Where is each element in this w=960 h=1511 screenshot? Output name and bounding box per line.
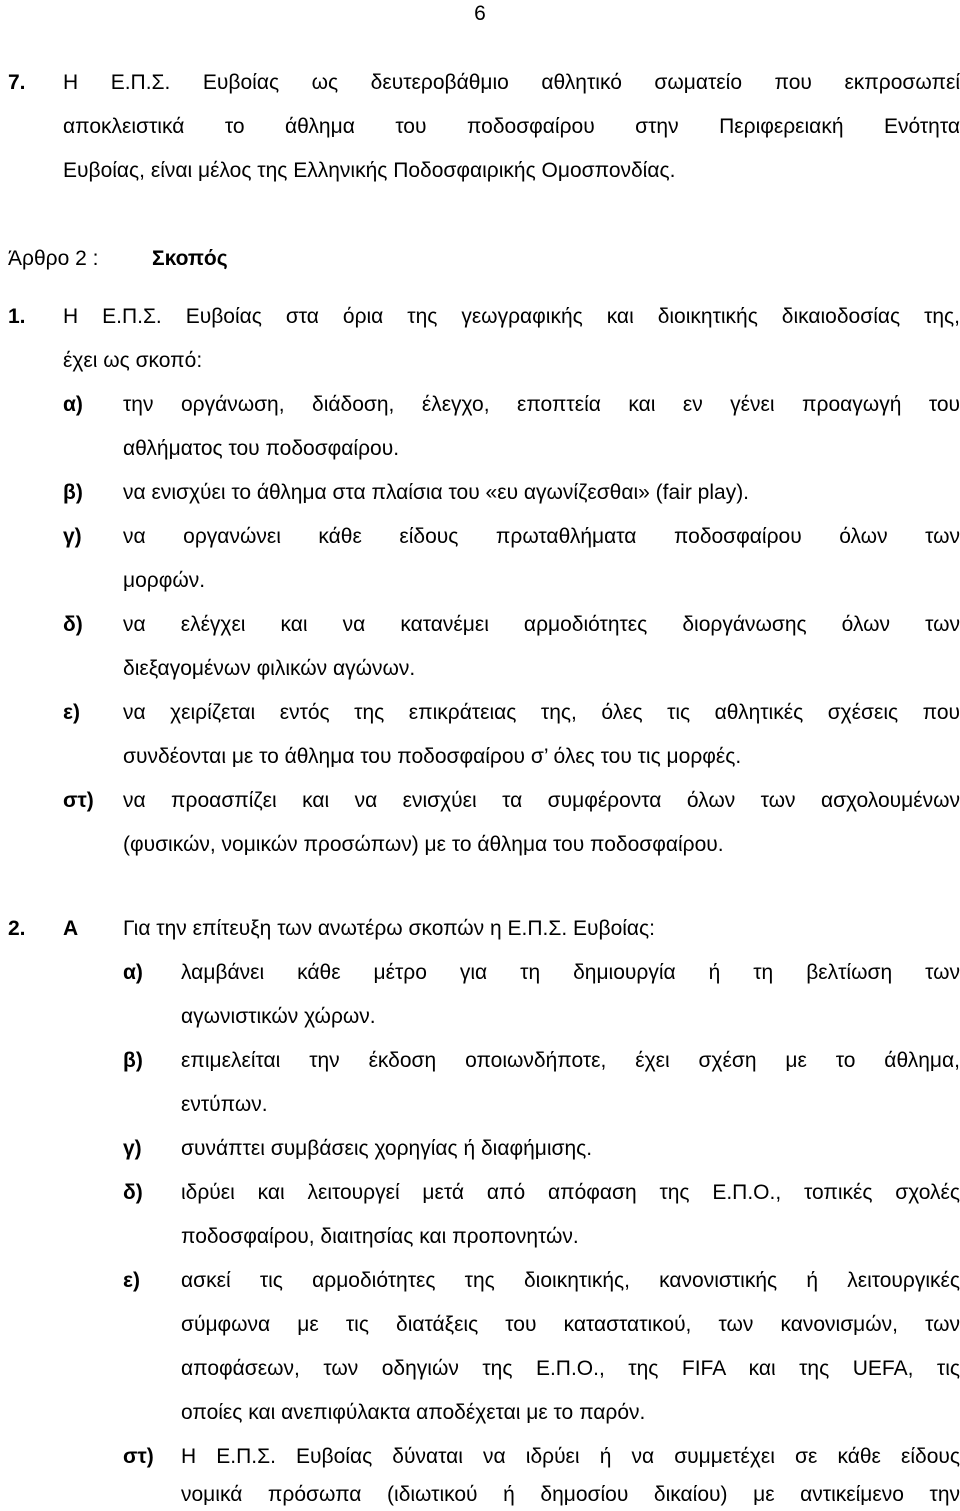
list-item-text: ποδοσφαίρου, διαιτησίας και προπονητών.	[181, 1225, 579, 1248]
list-item-label: δ)	[123, 1181, 143, 1204]
list-item-text: σύμφωνα με τις διατάξεις του καταστατικού, των κανονισμών, των	[181, 1313, 960, 1336]
text-line: αποκλειστικά το άθλημα του ποδοσφαίρου στην Περιφερειακή Ενότητα	[63, 115, 960, 138]
paragraph-letter: Α	[63, 917, 79, 940]
list-item-text: αθλήματος του ποδοσφαίρου.	[123, 437, 400, 460]
list-item-text: ασκεί τις αρμοδιότητες της διοικητικής, κανονιστικής ή λειτουργικές	[181, 1269, 960, 1292]
list-item-label: β)	[123, 1049, 143, 1072]
list-item-text: (φυσικών, νομικών προσώπων) με το άθλημα του ποδοσφαίρου.	[123, 833, 724, 856]
list-item-text: αγωνιστικών χώρων.	[181, 1005, 376, 1028]
list-item-text: μορφών.	[123, 569, 206, 592]
list-item-text: οποίες και ανεπιφύλακτα αποδέχεται με το παρόν.	[181, 1401, 646, 1424]
list-item-label: γ)	[63, 525, 82, 548]
list-item-label: α)	[123, 961, 143, 984]
paragraph-number: 1.	[8, 305, 26, 328]
list-item-text: να προασπίζει και να ενισχύει τα συμφέροντα όλων των ασχολουμένων	[123, 789, 960, 812]
text-line: Για την επίτευξη των ανωτέρω σκοπών η Ε.Π.Σ. Ευβοίας:	[123, 917, 656, 940]
list-item-label: ε)	[123, 1269, 140, 1292]
page-number: 6	[474, 2, 486, 25]
list-item-text: Η Ε.Π.Σ. Ευβοίας δύναται να ιδρύει ή να συμμετέχει σε κάθε είδους	[181, 1445, 960, 1468]
list-item-text: να ελέγχει και να κατανέμει αρμοδιότητες διοργάνωσης όλων των	[123, 613, 960, 636]
list-item-text: επιμελείται την έκδοση οποιωνδήποτε, έχει σχέση με το άθλημα,	[181, 1049, 960, 1072]
list-item-text: εντύπων.	[181, 1093, 268, 1116]
list-item-label: β)	[63, 481, 83, 504]
list-item-text: διεξαγομένων φιλικών αγώνων.	[123, 657, 416, 680]
list-item-text: συνάπτει συμβάσεις χορηγίας ή διαφήμισης.	[181, 1137, 593, 1160]
article-label: Άρθρο 2 :	[8, 247, 99, 270]
text-line: Ευβοίας, είναι μέλος της Ελληνικής Ποδοσφαιρικής Ομοσπονδίας.	[63, 159, 676, 182]
list-item-text: να οργανώνει κάθε είδους πρωταθλήματα ποδοσφαίρου όλων των	[123, 525, 960, 548]
list-item-label: ε)	[63, 701, 80, 724]
text-line: έχει ως σκοπό:	[63, 349, 203, 372]
list-item-label: στ)	[123, 1445, 154, 1468]
list-item-text: λαμβάνει κάθε μέτρο για τη δημιουργία ή τη βελτίωση των	[181, 961, 960, 984]
list-item-label: δ)	[63, 613, 83, 636]
list-item-label: α)	[63, 393, 83, 416]
article-title: Σκοπός	[152, 247, 228, 270]
list-item-label: γ)	[123, 1137, 142, 1160]
text-line: Η Ε.Π.Σ. Ευβοίας στα όρια της γεωγραφικής και διοικητικής δικαιοδοσίας της,	[63, 305, 960, 328]
paragraph-number: 2.	[8, 917, 26, 940]
list-item-label: στ)	[63, 789, 94, 812]
list-item-text: συνδέονται με το άθλημα του ποδοσφαίρου σ’ όλες του τις μορφές.	[123, 745, 742, 768]
list-item-text: να ενισχύει το άθλημα στα πλαίσια του «ευ αγωνίζεσθαι» (fair play).	[123, 481, 750, 504]
list-item-text: ιδρύει και λειτουργεί μετά από απόφαση της Ε.Π.Ο., τοπικές σχολές	[181, 1181, 960, 1204]
paragraph-number: 7.	[8, 71, 26, 94]
text-line: Η Ε.Π.Σ. Ευβοίας ως δευτεροβάθμιο αθλητικό σωματείο που εκπροσωπεί	[63, 71, 960, 94]
list-item-text: νομικά πρόσωπα (ιδιωτικού ή δημοσίου δικαίου) με αντικείμενο την	[181, 1483, 960, 1506]
list-item-text: να χειρίζεται εντός της επικράτειας της, όλες τις αθλητικές σχέσεις που	[123, 701, 960, 724]
list-item-text: αποφάσεων, των οδηγιών της Ε.Π.Ο., της FIFA και της UEFA, τις	[181, 1357, 960, 1380]
list-item-text: την οργάνωση, διάδοση, έλεγχο, εποπτεία και εν γένει προαγωγή του	[123, 393, 960, 416]
